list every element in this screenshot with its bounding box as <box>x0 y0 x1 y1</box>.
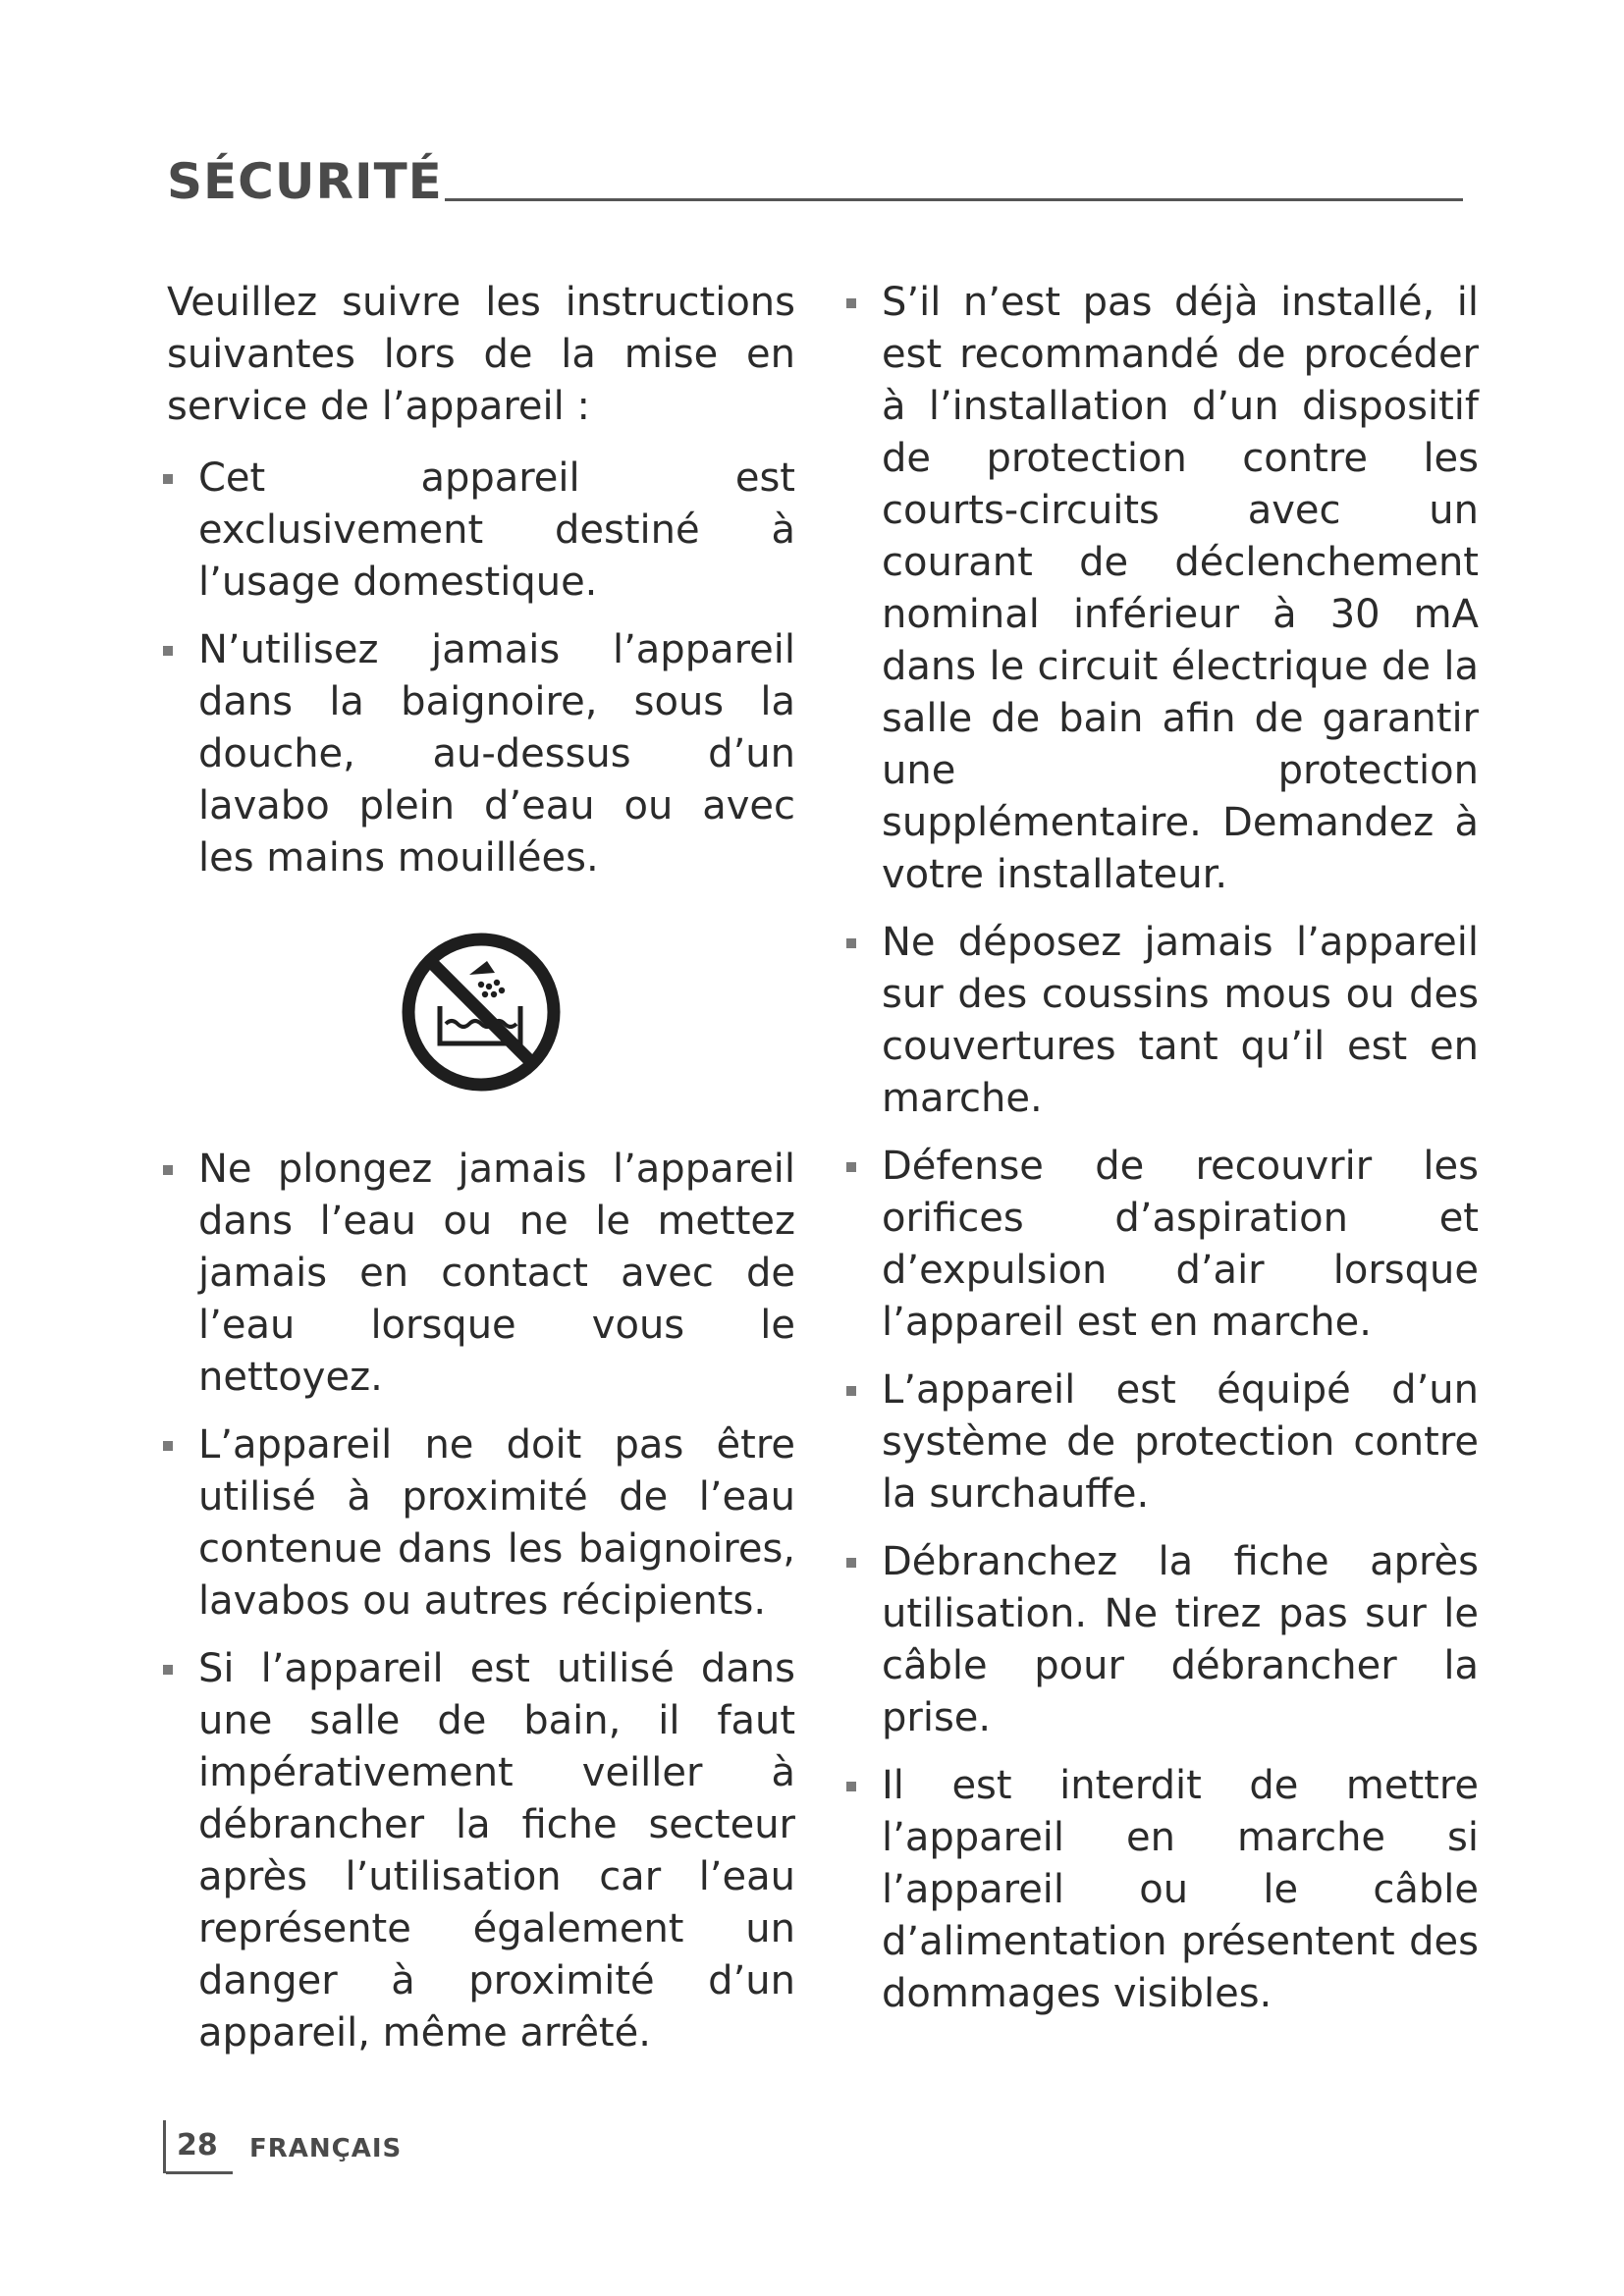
page-footer <box>163 2120 556 2175</box>
page-header <box>167 147 1463 216</box>
footer-bar <box>163 2120 166 2173</box>
page-number: 28 <box>177 2128 218 2163</box>
footer-language: FRANÇAIS <box>249 2134 403 2163</box>
bullet-square-icon <box>846 1386 856 1396</box>
page-title: SÉCURITÉ <box>167 153 443 210</box>
list-item-text: Débranchez la fiche après utilisation. Ne tirez pas sur le câble pour débrancher la prise. <box>882 1539 1479 1740</box>
list-item <box>850 1760 1479 2020</box>
bullet-square-icon <box>846 298 856 308</box>
list-item <box>167 624 795 884</box>
bullet-square-icon <box>846 1558 856 1568</box>
list-item-text: L’appareil ne doit pas être utilisé à proximité de l’eau contenue dans les baignoires, lavabos ou autres récipients. <box>198 1422 795 1624</box>
bullet-square-icon <box>163 1441 173 1451</box>
list-item-text: Ne plongez jamais l’appareil dans l’eau ou ne le mettez jamais en contact avec de l’eau lorsque vous le nettoyez. <box>198 1147 795 1400</box>
right-column <box>850 277 1479 2036</box>
intro-paragraph: Veuillez suivre les instructions suivantes lors de la mise en service de l’appareil : <box>167 280 795 429</box>
no-water-icon <box>401 932 562 1093</box>
page-number-underline <box>166 2171 233 2174</box>
list-item <box>850 1536 1479 1744</box>
list-item-text: N’utilisez jamais l’appareil dans la baignoire, sous la douche, au-dessus d’un lavabo plein d’eau ou avec les mains mouillées. <box>198 627 795 881</box>
safety-list-right <box>850 277 1479 2020</box>
list-item <box>850 1141 1479 1349</box>
list-item <box>167 453 795 609</box>
list-item <box>850 917 1479 1125</box>
list-item-text: Défense de recouvrir les orifices d’aspiration et d’expulsion d’air lorsque l’appareil est en marche. <box>882 1144 1479 1345</box>
list-item-text: Cet appareil est exclusivement destiné à l’usage domestique. <box>198 455 795 605</box>
list-item-text: Ne déposez jamais l’appareil sur des coussins mous ou des couvertures tant qu’il est en marche. <box>882 920 1479 1121</box>
safety-list-left-bottom <box>167 1144 795 2059</box>
list-item-text: L’appareil est équipé d’un système de protection contre la surchauffe. <box>882 1367 1479 1517</box>
bullet-square-icon <box>846 1782 856 1791</box>
header-rule <box>445 198 1463 201</box>
list-item <box>850 277 1479 901</box>
bullet-square-icon <box>846 1162 856 1172</box>
bullet-square-icon <box>163 1665 173 1675</box>
list-item <box>167 1419 795 1628</box>
safety-list-left-top <box>167 453 795 884</box>
list-item-text: S’il n’est pas déjà installé, il est recommandé de procéder à l’installation d’un dispositif de protection contre les courts-circuits avec un courant de déclenchement nominal inférieur à 30 mA dans le circuit électrique de la salle de bain afin de garantir une protection supplémentaire. Demandez à votre installateur. <box>882 280 1479 897</box>
list-item <box>167 1643 795 2059</box>
warning-icon-container <box>167 932 795 1093</box>
left-column <box>167 277 795 2075</box>
list-item-text: Il est interdit de mettre l’appareil en marche si l’appareil ou le câble d’alimentation présentent des dommages visibles. <box>882 1763 1479 2016</box>
list-item-text: Si l’appareil est utilisé dans une salle de bain, il faut impérativement veiller à débrancher la fiche secteur après l’utilisation car l’eau représente également un danger à proximité d’un appareil, même arrêté. <box>198 1646 795 2056</box>
list-item <box>850 1364 1479 1521</box>
bullet-square-icon <box>163 646 173 656</box>
list-item <box>167 1144 795 1404</box>
bullet-square-icon <box>163 1165 173 1175</box>
bullet-square-icon <box>846 938 856 948</box>
bullet-square-icon <box>163 474 173 484</box>
